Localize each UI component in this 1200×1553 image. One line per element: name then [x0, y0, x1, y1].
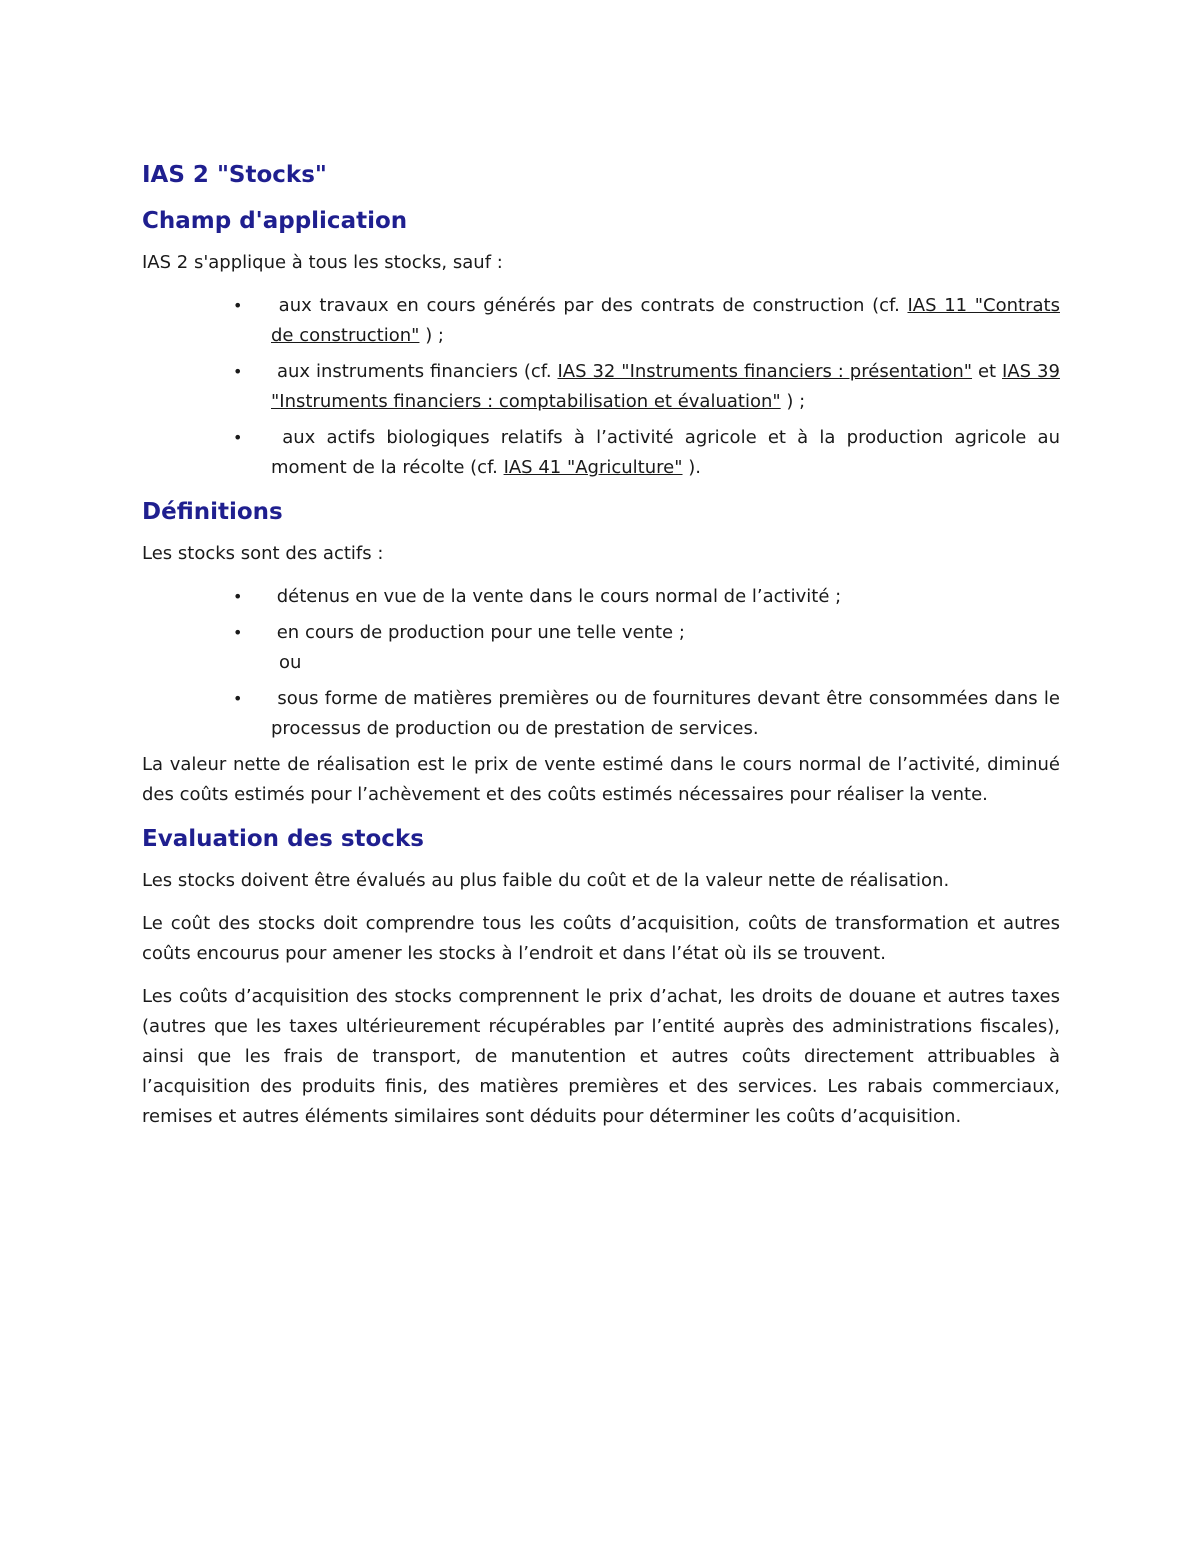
list-item: [233, 684, 1060, 744]
list-item: [233, 291, 1060, 351]
list-item-text: en cours de production pour une telle vente ;: [276, 622, 685, 643]
list-item-text: détenus en vue de la vente dans le cours normal de l’activité ;: [276, 586, 842, 607]
evaluation-paragraph: Les stocks doivent être évalués au plus faible du coût et de la valeur nette de réalisation.: [142, 870, 950, 891]
scope-exclusions-list: [142, 291, 1060, 483]
list-item: [233, 423, 1060, 483]
list-item-text: aux travaux en cours générés par des contrats de construction (cf. IAS 11 "Contrats de construction" ) ;: [271, 295, 1060, 346]
section-heading-evaluation: Evaluation des stocks: [142, 826, 424, 852]
document-title: IAS 2 "Stocks": [142, 162, 327, 188]
bullet-icon: •: [233, 428, 243, 447]
definitions-list: [142, 582, 1060, 744]
bullet-icon: •: [233, 623, 243, 642]
document-page: [142, 160, 1060, 1145]
evaluation-paragraph: Les coûts d’acquisition des stocks comprennent le prix d’achat, les droits de douane et autres taxes (autres que les taxes ultérieurement récupérables par l’entité auprès des administrations fiscales), ainsi que les frais de transport, de manutention et autres coûts directement attribuables à l’acquisition des produits finis, des matières premières et des services. Les rabais commerciaux, remises et autres éléments similaires sont déduits pour déterminer les coûts d’acquisition.: [142, 986, 1060, 1127]
link-ias-39[interactable]: IAS 39 "Instruments financiers : comptabilisation et évaluation": [271, 361, 1060, 412]
bullet-icon: •: [233, 689, 243, 708]
list-item-text: aux actifs biologiques relatifs à l’activité agricole et à la production agricole au moment de la récolte (cf. IAS 41 "Agriculture" ).: [271, 427, 1060, 478]
bullet-icon: •: [233, 587, 243, 606]
list-item-text: sous forme de matières premières ou de fournitures devant être consommées dans le processus de production ou de prestation de services.: [271, 688, 1060, 739]
link-ias-11[interactable]: IAS 11 "Contrats de construction": [271, 295, 1060, 346]
or-connector: ou: [279, 652, 302, 673]
list-item: [233, 618, 1060, 678]
list-item-text: aux instruments financiers (cf. IAS 32 "Instruments financiers : présentation" et IAS 39 "Instruments financiers : comptabilisation et évaluation" ) ;: [271, 361, 1060, 412]
nrv-definition-paragraph: La valeur nette de réalisation est le prix de vente estimé dans le cours normal de l’activité, diminué des coûts estimés pour l’achèvement et des coûts estimés nécessaires pour réaliser la vente.: [142, 754, 1060, 805]
section-heading-scope: Champ d'application: [142, 208, 408, 234]
scope-intro: IAS 2 s'applique à tous les stocks, sauf :: [142, 252, 503, 273]
evaluation-paragraph: Le coût des stocks doit comprendre tous les coûts d’acquisition, coûts de transformation et autres coûts encourus pour amener les stocks à l’endroit et dans l’état où ils se trouvent.: [142, 913, 1060, 964]
definitions-intro: Les stocks sont des actifs :: [142, 543, 384, 564]
link-ias-32[interactable]: IAS 32 "Instruments financiers : présentation": [557, 361, 973, 382]
link-ias-41[interactable]: IAS 41 "Agriculture": [503, 457, 683, 478]
list-item: [233, 582, 1060, 612]
section-heading-definitions: Définitions: [142, 499, 283, 525]
list-item: [233, 357, 1060, 417]
bullet-icon: •: [233, 362, 243, 381]
bullet-icon: •: [233, 296, 243, 315]
